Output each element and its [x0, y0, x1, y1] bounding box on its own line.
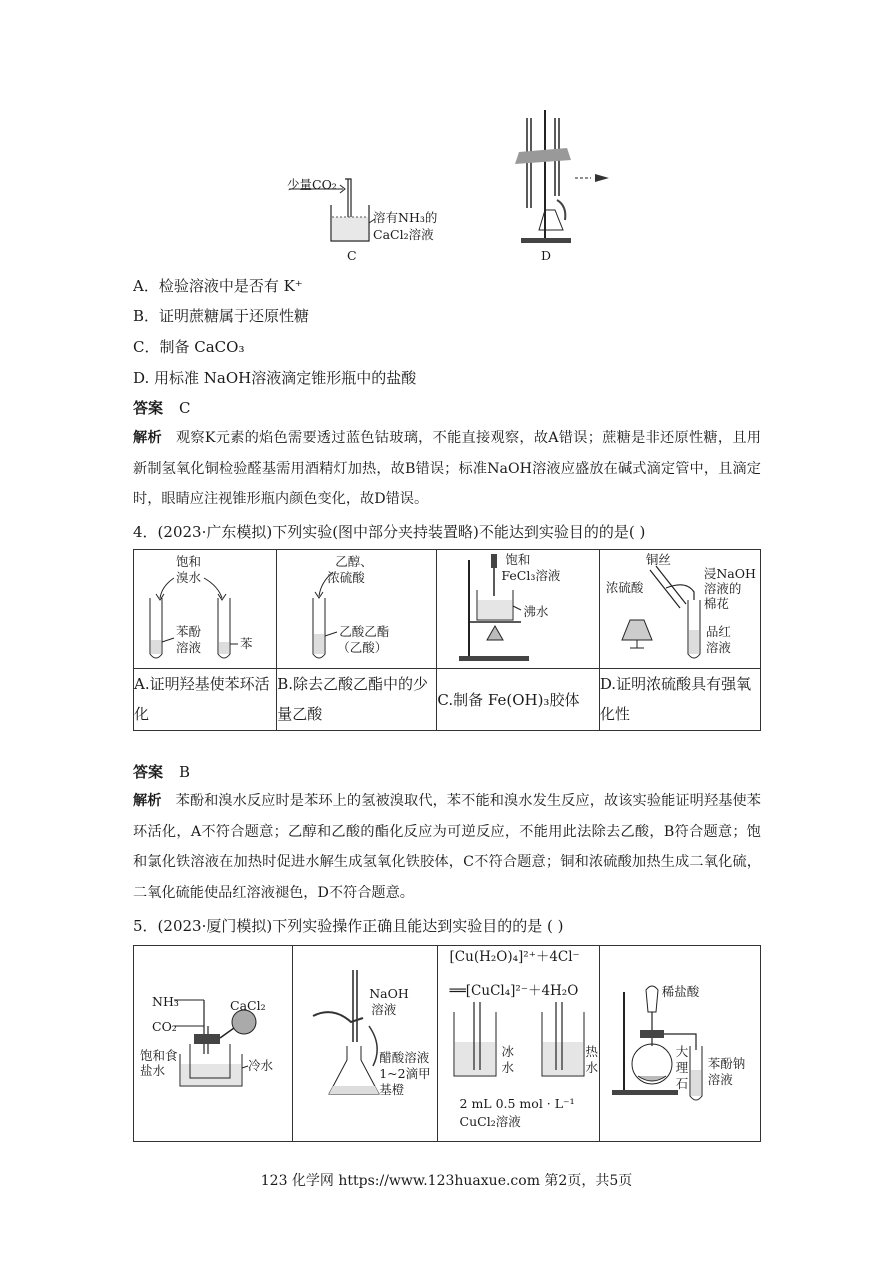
q3-answer — [133, 398, 191, 418]
answer-value: B — [179, 763, 191, 781]
figure-c — [285, 165, 455, 265]
q4-analysis — [133, 786, 761, 908]
q4-options-table — [133, 549, 761, 731]
label: FeCl₃溶液 — [501, 568, 561, 583]
answer-label: 答案 — [133, 399, 164, 417]
label: 乙醇、 — [335, 554, 373, 569]
figure-d-letter: D — [541, 248, 552, 263]
label: 苯酚 — [176, 624, 202, 639]
label: NH₃ — [152, 994, 179, 1009]
cacl2-solution-label: CaCl₂溶液 — [373, 227, 434, 242]
label: 溶液的 — [703, 581, 742, 596]
label: 溴水 — [176, 570, 202, 585]
q4-caption-a: A.证明羟基使苯环活化 — [134, 669, 277, 731]
label: 溶液 — [176, 640, 202, 655]
label: 棉花 — [703, 596, 729, 611]
label: 石 — [675, 1076, 689, 1091]
figure-d — [505, 108, 615, 265]
label: 冷水 — [248, 1058, 274, 1073]
label: 浓硫酸 — [605, 580, 644, 595]
page-footer: 123 化学网 https://www.123huaxue.com 第2页，共5页 — [260, 1173, 633, 1189]
label: 盐水 — [140, 1063, 166, 1078]
label: 水 — [585, 1060, 599, 1075]
q3-analysis — [133, 423, 761, 515]
figure-c-letter: C — [347, 248, 357, 263]
label: 醋酸溶液 — [379, 1050, 430, 1065]
label: 浓硫酸 — [327, 570, 365, 585]
titration-apparatus-icon — [505, 108, 615, 248]
q5-options-table — [133, 945, 761, 1142]
q4-answer — [133, 762, 190, 782]
bromine-water-test-tubes-icon — [134, 550, 277, 668]
q3-option-d: D. 用标准 NaOH溶液滴定锥形瓶中的盐酸 — [133, 369, 417, 387]
q4-figure-d — [599, 550, 760, 669]
label: CaCl₂ — [230, 998, 266, 1013]
label: 饱和 — [505, 552, 531, 567]
q3-option-b: B．证明蔗糖属于还原性糖 — [133, 307, 310, 325]
label: CuCl₂溶液 — [459, 1114, 521, 1129]
q5-stem: 5．(2023·厦门模拟)下列实验操作正确且能达到实验目的的是 ( ) — [133, 917, 564, 935]
q5-figure-d — [599, 946, 760, 1142]
label: 溶液 — [707, 1072, 733, 1087]
answer-label: 答案 — [133, 763, 164, 781]
label: 水 — [501, 1060, 515, 1075]
nh3-solution-label: 溶有NH₃的 — [373, 210, 438, 225]
q3-option-a: A．检验溶液中是否有 K⁺ — [133, 277, 303, 295]
label: 理 — [675, 1060, 689, 1075]
label: 苯酚钠 — [707, 1056, 746, 1071]
gas-absorption-apparatus-icon — [134, 946, 293, 1136]
label: 基橙 — [379, 1082, 405, 1097]
label: 饱和食 — [140, 1048, 178, 1063]
label: （乙酸） — [337, 640, 388, 655]
q3-option-c: C．制备 CaCO₃ — [133, 338, 245, 356]
gas-generator-icon — [600, 946, 761, 1136]
analysis-label: 解析 — [133, 430, 162, 446]
label: 溶液 — [371, 1002, 397, 1017]
analysis-text: 观察K元素的焰色需要透过蓝色钴玻璃，不能直接观察，故A错误；蔗糖是非还原性糖，且用新制氢氧化铜检验醛基需用酒精灯加热，故B错误；标准NaOH溶液应盛放在碱式滴定管中，且滴定时，眼睛应注视锥形瓶内颜色变化，故D错误。 — [133, 430, 761, 507]
equation-line-2: ══[CuCl₄]²⁻＋4H₂O — [449, 983, 579, 999]
label: 热 — [585, 1044, 599, 1059]
q4-figure-a — [134, 550, 277, 669]
q4-caption-b: B.除去乙酸乙酯中的少量乙酸 — [277, 669, 437, 731]
label: 沸水 — [523, 604, 549, 619]
label: 1~2滴甲 — [379, 1066, 431, 1081]
label: 大 — [675, 1044, 689, 1059]
q5-figure-a — [134, 946, 293, 1142]
label: NaOH — [369, 986, 409, 1001]
label: CO₂ — [152, 1019, 177, 1034]
q5-figure-c — [437, 946, 599, 1142]
q4-figure-c — [437, 550, 599, 669]
analysis-label: 解析 — [133, 793, 162, 809]
label: 饱和 — [176, 554, 202, 569]
q4-caption-c: C.制备 Fe(OH)₃胶体 — [437, 669, 599, 731]
label: 稀盐酸 — [661, 984, 700, 999]
equation-line-1: [Cu(H₂O)₄]²⁺＋4Cl⁻ — [449, 949, 580, 965]
titration-flask-icon — [293, 946, 437, 1136]
label: 品红 — [705, 624, 731, 639]
q5-figure-b — [293, 946, 437, 1142]
label: 浸NaOH — [703, 566, 756, 581]
label: 铜丝 — [645, 552, 671, 567]
q4-caption-d: D.证明浓硫酸具有强氧化性 — [599, 669, 760, 731]
q4-figure-b — [277, 550, 437, 669]
co2-label: 少量CO₂ — [287, 177, 337, 192]
label: 乙酸乙酯 — [339, 624, 390, 639]
label: 溶液 — [705, 640, 731, 655]
q4-stem: 4．(2023·广东模拟)下列实验(图中部分夹持装置略)不能达到实验目的的是( ) — [133, 523, 646, 541]
analysis-text: 苯酚和溴水反应时是苯环上的氢被溴取代，苯不能和溴水发生反应，故该实验能证明羟基使苯环活化，A不符合题意；乙醇和乙酸的酯化反应为可逆反应，不能用此法除去乙酸，B符合题意；饱和氯化铁溶液在加热时促进水解生成氢氧化铁胶体，C不符合题意；铜和浓硫酸加热生成二氧化硫，二氧化硫能使品红溶液褪色，D不符合题意。 — [133, 793, 761, 901]
label: 苯 — [240, 636, 253, 651]
label: 2 mL 0.5 mol · L⁻¹ — [459, 1096, 575, 1111]
answer-value: C — [179, 399, 191, 417]
label: 冰 — [501, 1044, 515, 1059]
